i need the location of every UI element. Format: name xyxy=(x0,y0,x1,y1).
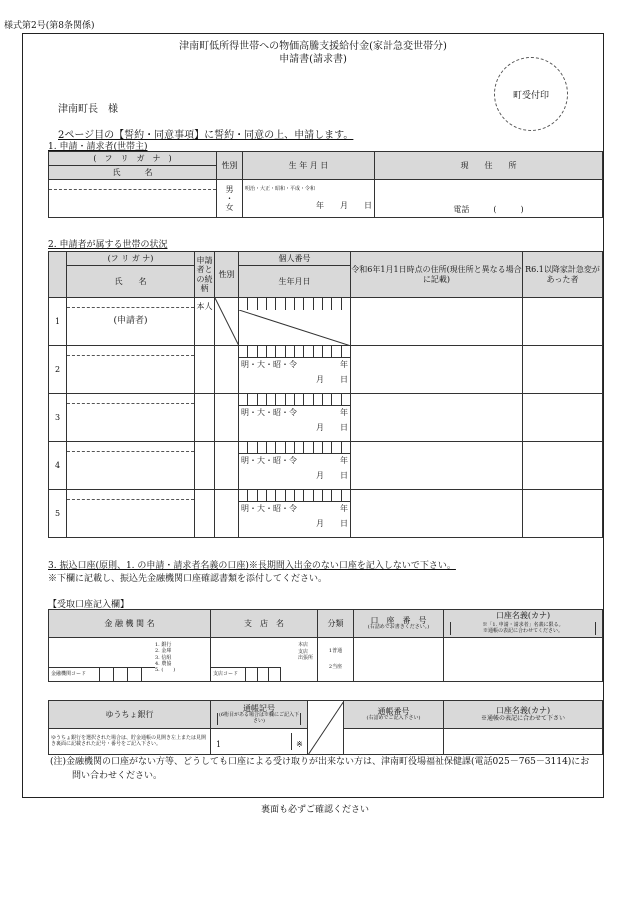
passbook-symbol-note: (6桁目がある場合は※欄にご記入下さい) xyxy=(218,712,300,725)
year-label: 年 xyxy=(340,504,348,513)
account-label: 口 座 番 号 xyxy=(370,616,427,626)
month-day-label: 月 日 xyxy=(316,375,348,385)
section3-heading-text: 3. 振込口座(原則、1. の申請・請求者名義の口座)※長期間入出金のない口座を記入しないで下さい。 xyxy=(48,561,456,571)
relation-field[interactable] xyxy=(195,346,215,394)
kind-other[interactable]: 5. ( ) xyxy=(155,667,176,673)
bank-kind-options[interactable] xyxy=(155,642,175,673)
bank-table xyxy=(48,609,603,682)
type-current[interactable]: 2当座 xyxy=(328,663,343,670)
jan1-address-field[interactable] xyxy=(351,394,523,442)
relation-header: 申請者との続柄 xyxy=(195,252,215,298)
form-number: 様式第2号(第8条関係) xyxy=(4,21,95,31)
era-options: 明・大・昭・令 xyxy=(241,504,297,513)
kind-shinkin[interactable]: 2. 金庫 xyxy=(155,648,172,655)
passbook-symbol-header xyxy=(211,701,308,729)
member-name-field[interactable] xyxy=(67,442,195,490)
table-row xyxy=(49,346,603,394)
member-name-field[interactable] xyxy=(67,490,195,538)
gender-separator: ・ xyxy=(225,193,234,203)
member-name-field[interactable] xyxy=(67,298,195,346)
holder-field[interactable] xyxy=(444,638,603,682)
table-row xyxy=(49,490,603,538)
back-page-notice: 裏面も必ずご確認ください xyxy=(260,805,369,815)
name-header: 氏 名 xyxy=(49,166,217,180)
bank-code-field[interactable] xyxy=(49,667,155,681)
gender-header: 性別 xyxy=(217,152,243,180)
branch-kind-main[interactable]: 本店 xyxy=(297,642,308,648)
address-header: 現 住 所 xyxy=(375,152,603,180)
slash-line xyxy=(308,701,344,755)
bank-heading: 【受取口座記入欄】 xyxy=(48,600,130,610)
branch-kind-office[interactable]: 出張所 xyxy=(297,655,313,661)
footnote: (注)金融機関の口座がない方等、どうしても口座による受け取りが出来ない方は、津南町役場福祉保健課(電話025－765－3114)にお問い合わせください。 xyxy=(50,757,590,781)
yucho-description: ゆうちょ銀行を選択された場合は、貯金通帳の見開き左上または見開き裏面に記載された記号・番号をご記入下さい。 xyxy=(49,729,211,755)
change-field[interactable] xyxy=(523,442,603,490)
male-option[interactable]: 男 xyxy=(225,184,234,194)
mynumber-header: 個人番号 xyxy=(239,252,351,266)
jan1-address-field[interactable] xyxy=(351,346,523,394)
member-gender-field xyxy=(215,298,239,346)
holder-note1: ※「1. 申請・請求者」名義に限る。 xyxy=(482,621,564,628)
branch-code-label: 支店コード xyxy=(213,671,239,677)
row-number: 4 xyxy=(49,442,67,490)
relation-field[interactable] xyxy=(195,394,215,442)
relation-field[interactable] xyxy=(195,490,215,538)
member-gender-field[interactable] xyxy=(215,490,239,538)
yucho-table xyxy=(48,700,603,755)
applicant-name-field[interactable] xyxy=(49,180,217,218)
holder-header xyxy=(444,610,603,638)
yucho-holder-field[interactable] xyxy=(444,729,603,755)
era-options: 明治・大正・昭和・平成・令和 xyxy=(245,186,316,193)
branch-header: 支 店 名 xyxy=(211,610,318,638)
gender-field[interactable] xyxy=(217,180,243,218)
household-name-header: 氏 名 xyxy=(67,266,195,298)
relation-field[interactable] xyxy=(195,442,215,490)
member-name-field[interactable] xyxy=(67,394,195,442)
section3-note: ※下欄に記載し、振込先金融機関口座確認書類を添付してください。 xyxy=(48,574,328,584)
pledge-text: 2ページ目の【誓約・同意事項】に誓約・同意の上、申請します。 xyxy=(58,130,354,141)
row-number: 3 xyxy=(49,394,67,442)
yucho-slash-cell xyxy=(308,701,344,755)
account-header xyxy=(354,610,444,638)
reception-stamp xyxy=(494,57,568,131)
passbook-number-field[interactable] xyxy=(344,729,444,755)
change-header: R6.1以降家計急変があった者 xyxy=(523,252,603,298)
year-label: 年 xyxy=(340,360,348,369)
branch-kind-branch[interactable]: 支店 xyxy=(297,648,308,655)
form-title: 津南町低所得世帯への物価高騰支援給付金(家計急変世帯分) xyxy=(179,41,447,52)
symbol-star: ※ xyxy=(291,733,307,749)
section1-heading: 1. 申請・請求者(世帯主) xyxy=(48,142,148,152)
applicant-table xyxy=(48,151,603,218)
yucho-name-header: ゆうちょ銀行 xyxy=(49,701,211,729)
type-ordinary[interactable]: 1普通 xyxy=(328,647,343,654)
month-day-label: 月 日 xyxy=(316,519,348,529)
relation-self: 本人 xyxy=(195,298,215,346)
mynumber-field[interactable] xyxy=(239,298,351,346)
jan1-address-field[interactable] xyxy=(351,298,523,346)
change-field[interactable] xyxy=(523,490,603,538)
dob-header: 生 年 月 日 xyxy=(243,152,375,180)
household-gender-header: 性別 xyxy=(215,252,239,298)
account-type-field[interactable] xyxy=(318,638,354,682)
section3-heading xyxy=(48,558,456,571)
account-number-field[interactable] xyxy=(354,638,444,682)
mynumber-field[interactable] xyxy=(239,442,351,490)
row-number-header xyxy=(49,252,67,298)
table-row xyxy=(49,298,603,346)
type-header: 分類 xyxy=(318,610,354,638)
furigana-header: ( フ リ ガ ナ ) xyxy=(49,152,217,166)
kind-bank[interactable]: 1. 銀行 xyxy=(155,642,172,648)
account-note: (右詰めでお書きください。) xyxy=(367,624,430,631)
holder-note2: ※通帳の表記に合わせてください。 xyxy=(482,628,563,635)
jan1-address-header: 令和6年1月1日時点の住所(現住所と異なる場合に記載) xyxy=(351,252,523,298)
row-number: 2 xyxy=(49,346,67,394)
address-field[interactable] xyxy=(375,180,603,218)
era-options: 明・大・昭・令 xyxy=(241,360,297,369)
holder-label: 口座名義(カナ) xyxy=(495,611,551,621)
slash-line xyxy=(239,310,351,346)
household-dob-header: 生年月日 xyxy=(239,266,351,298)
month-day-label: 月 日 xyxy=(316,423,348,433)
passbook-number-note: (右詰めでご記入下さい) xyxy=(366,715,421,722)
member-name-field[interactable] xyxy=(67,346,195,394)
member-gender-field[interactable] xyxy=(215,442,239,490)
change-field[interactable] xyxy=(523,298,603,346)
passbook-number-label: 通帳番号 xyxy=(377,707,410,717)
mynumber-field[interactable] xyxy=(239,394,351,442)
row-number: 5 xyxy=(49,490,67,538)
addressee: 津南町長 様 xyxy=(58,104,118,115)
slash-line xyxy=(215,298,239,346)
mynumber-field[interactable] xyxy=(239,346,351,394)
branch-code-field[interactable] xyxy=(211,667,281,681)
stamp-label: 町受付印 xyxy=(512,90,549,101)
phone-label: 電話 ( ) xyxy=(453,204,524,214)
bank-name-field[interactable] xyxy=(49,638,211,682)
member-gender-field[interactable] xyxy=(215,346,239,394)
table-row xyxy=(49,394,603,442)
kind-nokyo[interactable]: 4. 農協 xyxy=(155,660,172,667)
section2-heading: 2. 申請者が属する世帯の状況 xyxy=(48,240,168,250)
branch-field[interactable] xyxy=(211,638,318,682)
member-gender-field[interactable] xyxy=(215,394,239,442)
yucho-holder-header xyxy=(444,701,603,729)
yucho-holder-label: 口座名義(カナ) xyxy=(495,706,551,716)
bank-name-header: 金 融 機 関 名 xyxy=(49,610,211,638)
kind-shinkumi[interactable]: 3. 信組 xyxy=(155,654,172,661)
table-row xyxy=(49,442,603,490)
year-label: 年 xyxy=(340,456,348,465)
year-label: 年 xyxy=(340,408,348,417)
yucho-holder-note: ※通帳の表記に合わせて下さい xyxy=(480,714,565,722)
row-number: 1 xyxy=(49,298,67,346)
jan1-address-field[interactable] xyxy=(351,490,523,538)
era-options: 明・大・昭・令 xyxy=(241,408,297,417)
dob-ymd: 年 月 日 xyxy=(316,200,372,210)
form-subtitle: 申請書(請求書) xyxy=(279,54,347,65)
symbol-prefix: 1 xyxy=(216,740,222,750)
jan1-address-field[interactable] xyxy=(351,442,523,490)
dob-field[interactable] xyxy=(243,180,375,218)
passbook-symbol-field[interactable] xyxy=(211,729,308,755)
mynumber-field[interactable] xyxy=(239,490,351,538)
change-field[interactable] xyxy=(523,394,603,442)
household-furigana-header: (フ リ ガ ナ) xyxy=(67,252,195,266)
passbook-symbol-label: 通帳記号 xyxy=(243,704,275,714)
household-table xyxy=(48,251,603,538)
month-day-label: 月 日 xyxy=(316,471,348,481)
branch-kind-options[interactable] xyxy=(298,642,313,662)
female-option[interactable]: 女 xyxy=(225,203,234,213)
change-field[interactable] xyxy=(523,346,603,394)
bank-code-label: 金融機関コード xyxy=(51,671,87,677)
passbook-number-header xyxy=(344,701,444,729)
applicant-label: (申請者) xyxy=(113,316,148,326)
era-options: 明・大・昭・令 xyxy=(241,456,297,465)
